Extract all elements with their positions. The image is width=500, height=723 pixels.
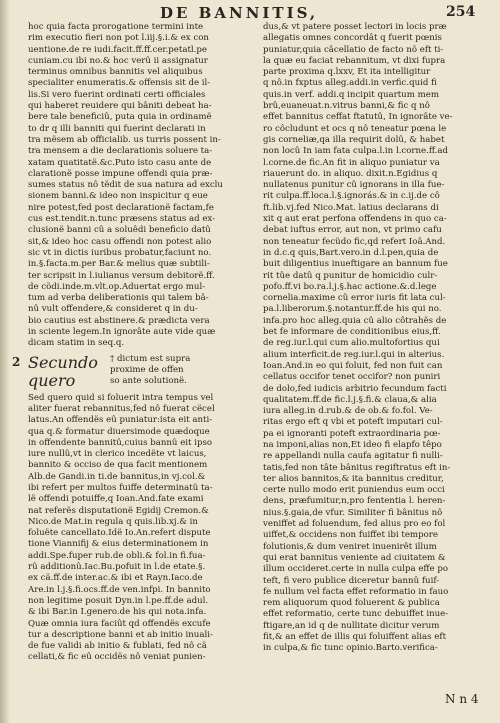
text-line: sic vt in dictis iuribus probatur,faciunt no. [28,247,212,258]
section-side-note [110,354,190,388]
text-line: certe nullo modo erit puniendus eum occi [263,485,445,496]
text-line: hoc quia facta prorogatione termini inte [28,22,204,32]
text-line: sit,& ideo hoc casu offendi non potest alio [28,236,212,247]
text-line: brû,euaneuat.n.vitrus banni,& fic q nô [263,101,430,112]
text-line: nius.§.gaia,de vfur. Similiter fi bânitus nô [263,507,443,518]
text-line: q nô.in fxptus alleg.addi.in verfic.quid fi [263,78,437,89]
text-line: nû vult offendere,& consideret q in du- [28,304,198,315]
text-line: quis.in verf. addi.q incipit quartum mem [263,89,439,100]
text-line: pa.l.liberorum.§.notantur.ff.de his qui no. [263,304,442,315]
text-line: non locû In iam fata culpa.l.in l.corne.ff.ad [263,146,449,157]
text-line: rim executio fieri non pot l.iij.§.i.& ex con [28,33,209,44]
text-line: pofo.ff.vi bo.ra.l.j.§.hac actione.&.d.lege [263,281,437,292]
text-line: gis corneliæ,qa illa requirit dolû, & habet [263,134,445,145]
text-line: re appellandi nulla caufa agitatur fi nulli- [263,451,443,462]
text-line: ritas ergo eft q vbi et poteft imputari cul- [263,417,443,428]
text-line: cornelia.maxime cû error iuris fit lata cul- [263,293,446,304]
text-line: uentione.de re iudi.facit.ff.ff.cer.petatl.pe [28,44,207,55]
text-line: dicam statim in seq.q. [28,338,125,349]
text-line: de fue validi ab initio & fublati, fed nô cä [28,641,207,652]
text-line: bio cautius est abstinere.& prædicta vera [28,315,210,326]
text-line: debat iuftus error, aut non, vt primo cafu [263,225,442,236]
text-line: Ioan.And.in eo qui foluit, fed non fuit can [263,360,443,371]
text-line: rit tûe datû q punitur de homicidio culr- [263,270,438,281]
text-line: addi.Spe.fuper rub.de obli.& fol.in fi.fua- [28,550,206,561]
text-line: latus.An offendës eû puniatur:ista eit anti- [28,415,213,426]
text-line: Quæ omnia iura faciût qd offendës excufe [28,618,211,629]
text-line: ter alios bannitos,& ita bannitus creditur, [263,473,444,484]
text-line: buit diligentius inueftigare an bannum fue [263,259,448,270]
text-line: ex cä.ff.de inter.ac.& ibi et Rayn.Iaco.de [28,573,203,584]
text-line: ter scripsit in l.iulianus versum debitorë.ff. [28,270,215,281]
running-head: DE BANNITIS, [160,4,319,22]
left-column [28,22,246,664]
text-line: de reg.iur.l.qui cum alio.multofortius qui [263,338,440,349]
text-line: iure nullû,vt in clerico incedëte vt laicus, [28,449,207,460]
section-title: Secundo quero [28,352,98,390]
text-line: clusionë banni cû a soluêdi beneficio datû [28,225,211,236]
text-line: to dr q illi banniti qui fuerint declarati in [28,123,206,134]
text-line: veniffet ad foluendum, fed alius pro eo fol [263,519,446,530]
text-line: cellatus occifor tenet occifor? non puniri [263,372,441,383]
text-line: fe nullum vel facta effet reformatio in fauo [263,586,449,597]
text-line: terminus omnibus bannitis vel aliquibus [28,67,203,78]
text-line: dens, præfumitur,n,pro fententia l. heren- [263,496,446,507]
text-line: cus est.tendit.n.tunc præsens status ad ex- [28,214,216,225]
text-line: iura alleg.in d.rub.& de ob.& fo.fol. Ve- [263,406,433,417]
text-line: alium interficit.de reg.iur.l.qui in alterius. [263,349,445,360]
text-line: in culpa,& fic tunc opinio.Barto.verifica- [263,643,438,654]
signature-mark: N n 4 [445,692,479,706]
text-line: parte proxima q.lxxv, Et ita intelligitur [263,67,431,78]
text-line: l.corne.de fic.An fit in aliquo puniatur va [263,157,440,168]
text-line: rem aliquorum quod foluerent & publica [263,598,440,609]
text-line: Are.in l.j.§.fi.ocs.ff.de ven.infpi. In bannito [28,584,211,595]
right-column-text [263,22,479,655]
text-line: so ante solutionë. [110,376,187,387]
text-line: tum ad verba deliberationis qui talem bâ- [28,293,209,304]
text-line: qua q.& formatur diuersimode quædoque [28,426,210,437]
text-line: xit q aut erat perfona offendens in quo ca- [263,214,447,225]
text-line: dus,& vt patere posset lectori in locis præ [263,22,447,32]
text-line: tra mensem a die declarationis soluere ta- [28,146,213,157]
margin-section-number: 2 [12,355,21,369]
text-line: puniatur,quia câcellatio de facto nô eft ti- [263,44,444,55]
text-line: qui erat bannitus veniente ad ciuitatem & [263,552,446,563]
text-line: Sed quero quid si foluerit intra tempus vel [28,392,214,403]
text-line: non legitime posuit Dyn.in l.pe.ff.de adul. [28,595,209,606]
text-line: rit culpa.ff.loca.l.§.ignorás.& in c.ij.de cô [263,191,440,202]
right-column [263,22,479,655]
text-line: cuniam.cu ibi no.& hoc verû ii assignatur [28,55,208,66]
text-line: ft.lib.vj.fed Nico.Mat. latius declarans di [263,202,439,213]
text-line: na imponi,alias non,Et ideo fi elapfo têpo [263,439,442,450]
text-line: la quæ eu faciat rebannitum, vt dixi fupra [263,55,446,66]
text-line: effet bannitus ceffat ftatutû, In ignorâte ve- [263,112,453,123]
text-line: pa ei ignoranti poteft extraordinaria pœ- [263,428,441,439]
text-line: tione Viannifij & eius determinationem in [28,539,209,550]
left-column-upper-text [28,22,246,350]
text-line: tur a descriptione banni et ab initio inuali- [28,629,213,640]
text-line: fit,& an effet de illis qui foluiffent alias eft [263,632,447,643]
text-line: sumes status nô tëdit de sua natura ad exclu [28,180,223,191]
text-line: bet fe informare de conditionibus eius,ff. [263,327,441,338]
text-line: ibi refert per multos fuiffe determinatü ta- [28,482,213,493]
text-line: allegatis omnes concordât q fuerit pœnis [263,33,442,44]
text-line: rû additionû.Iac.Bu.pofuit in l.de etate.§. [28,562,206,573]
text-line: in sciente legem.In ignorâte aute vide quæ [28,327,216,338]
text-line: sionem banni.& ideo non inspicitur q eue [28,191,208,202]
text-line: bere tale beneficiû, puta quia in ordinamë [28,112,212,123]
section-heading [28,354,246,390]
text-line: in d.c.q quis,Bart.vero.in d.l.pen,quia de [263,247,439,258]
text-line: illum occideret.certe in nulla culpa effe po [263,564,449,575]
text-line: lis.Si vero fuerint ordinati certi officiales [28,89,206,100]
text-line: ro côcludunt et ocs q nô teneatur pœna le [263,123,447,134]
text-line: Alb.de Gandi.in ti.de bannitus,in vj.col.& [28,471,206,482]
text-line: qui haberet reuidere qui bâniti debeat ha- [28,101,212,112]
text-line: non teneatur fecüdo fic,qd refert Ioâ.And. [263,236,446,247]
text-line: & ibi Bar.in I.genero.de his qui nota.infa. [28,607,207,618]
text-line: specialiter enumeratis.& offensis sit de il- [28,78,211,89]
text-line: tra mësem ab officialib. us turris possent in- [28,134,221,145]
text-line: uiffet,& occidens non fuiffet ibi tempore [263,530,438,541]
left-column-lower-text [28,393,246,664]
text-line: nat referës disputationë Egidij Cremon.& [28,505,209,516]
text-line: lë offendi potuiffe,q Ioan.And.fate exami [28,494,204,505]
text-line: infa.pro hoc alleg.quia cû alio côtrahës de [263,315,447,326]
text-line: clarationë posse impune offendi quia præ- [28,168,213,179]
text-line: riauerunt do. in aliquo. dixit.n.Egidius q [263,168,438,179]
text-line: de dolo,fed iudicis arbitrio fecundum facti [263,383,447,394]
text-line: nire potest,fed post declarationë factam,fe [28,202,214,213]
text-line: bannito & occiso de qua facit mentionem [28,460,208,471]
text-line: aliter fuerat rebannitus,fed nô fuerat cëcel [28,403,215,414]
text-line: de cödi.inde.m.vlt.op.Aduertat ergo mul- [28,281,206,292]
text-line: ftigare,an id q de nullitate dicitur verum [263,620,440,631]
text-line: Nico.de Mat.in regula q quis.lib.xj.& in [28,516,198,527]
page-header [0,2,500,22]
text-line: proxime de offen [110,364,184,375]
text-line: qualitatem.ff.de fic.l.j.§.fi.& claua,& alia [263,394,437,405]
text-line: folutionis,& dum veniret inuenirêt illum [263,541,437,552]
text-line: teft, fi vero publice diceretur bannû fuif- [263,575,440,586]
text-line: in offendente bannitû,cuius bannû eit ipso [28,437,213,448]
text-line: in.§.facta.m.per Bar.& melius quæ subtili- [28,259,210,270]
text-line: cellati,& fic eû occidës nô veniat punien- [28,652,206,663]
text-line: nullatenus punitur cû ignorans in illa fue- [263,180,445,191]
text-line: tatis,fed non tâte bânitus regiftratus eft in- [263,462,451,473]
text-line: † dictum est supra [110,353,191,364]
text-line: xatam quatitatë.&c.Puto isto casu ante de [28,157,212,168]
text-line: effet reformatio, certe tunc debuiffet inue- [263,609,449,620]
text-line: foluëte cancellato.Idë Io.An.refert dispute [28,528,211,539]
page-gutter-shadow [0,0,10,723]
folio-number: 254 [446,4,476,20]
